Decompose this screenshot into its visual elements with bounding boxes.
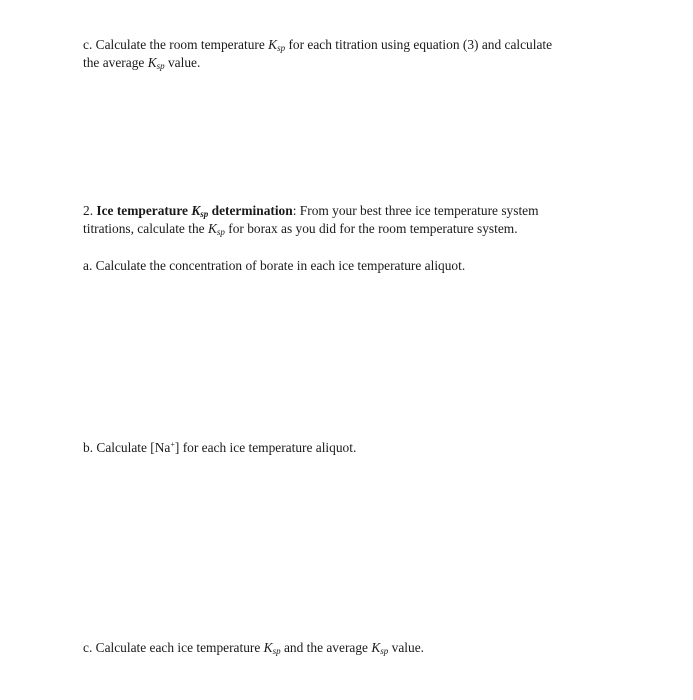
section-title: Ice temperature $K_{sp}$ determination [96,203,293,219]
ksp-symbol: $K_{sp}$ [147,55,165,71]
question-2c: c. Calculate each ice temperature $K_{sp}$ and the average $K_{sp}$ value. [83,640,424,656]
ksp-symbol: $K_{sp}$ [268,37,286,53]
question-2a: a. Calculate the concentration of borate in each ice temperature aliquot. [83,258,466,273]
question-2-heading: 2. Ice temperature $K_{sp}$ determination: From your best three ice temperature system titrations, calculate the $K_{sp}$ for borax as you did for the room temperature system. [83,203,539,237]
ksp-symbol: $K_{sp}$ [191,203,209,219]
ksp-symbol: $K_{sp}$ [371,640,389,656]
question-1c: c. Calculate the room temperature $K_{sp}$ for each titration using equation (3) and calculate the average $K_{sp}$ value. [83,37,553,71]
ksp-symbol: $K_{sp}$ [263,640,281,656]
question-2b: b. Calculate [Na+] for each ice temperature aliquot. [83,440,357,455]
ksp-symbol: $K_{sp}$ [207,221,225,237]
